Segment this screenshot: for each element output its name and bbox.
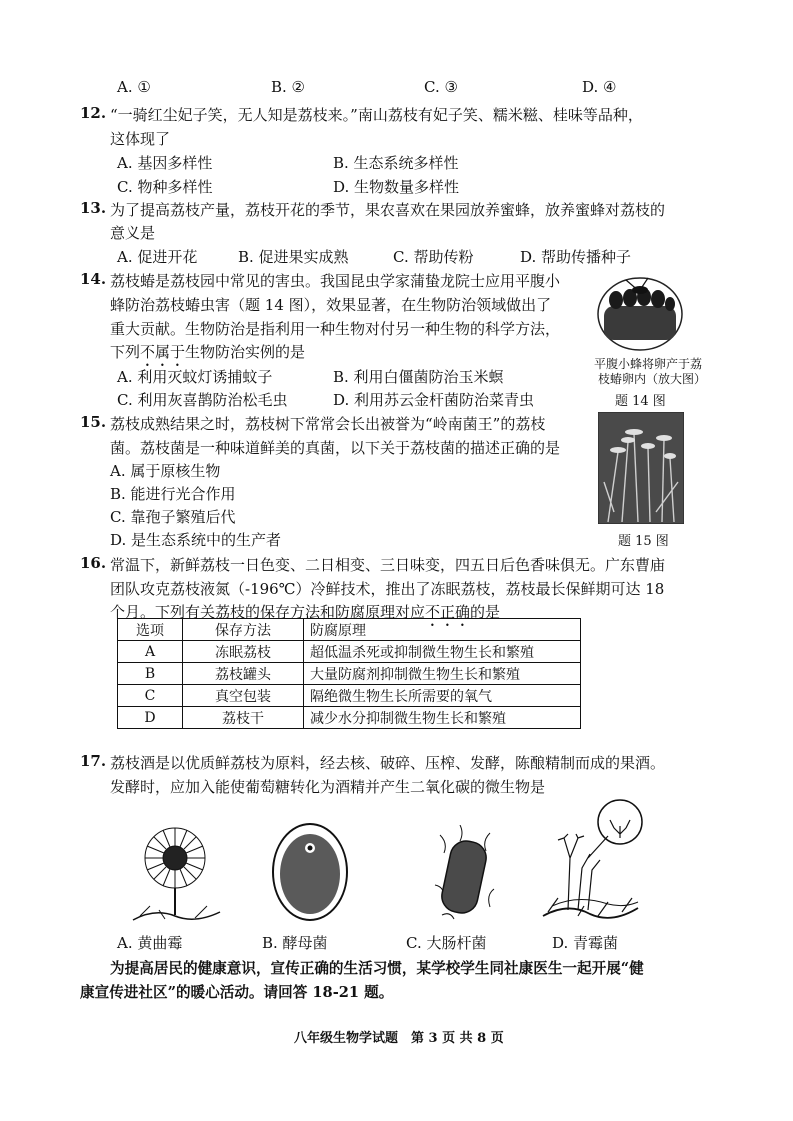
q16-preservation-table <box>117 618 581 729</box>
q15-option-c: C. 靠孢子繁殖后代 <box>110 508 236 526</box>
q15-figure-mushroom-photo <box>598 412 684 524</box>
q11-option-c: C. ③ <box>424 78 458 96</box>
q11-option-a: A. ① <box>117 78 151 96</box>
q17-stem-line2: 发酵时，应加入能使葡萄糖转化为酒精并产生二氧化碳的微生物是 <box>110 778 546 796</box>
e-coli-illustration <box>430 825 500 925</box>
table-cell-principle: 大量防腐剂抑制微生物生长和繁殖 <box>304 663 581 685</box>
q12-option-b: B. 生态系统多样性 <box>333 154 459 172</box>
q14-option-d: D. 利用苏云金杆菌防治菜青虫 <box>333 391 535 409</box>
table-cell-principle: 超低温杀死或抑制微生物生长和繁殖 <box>304 641 581 663</box>
table-cell-option: A <box>118 641 183 663</box>
q14-stem-line2: 蜂防治荔枝蝽虫害（题 14 图），效果显著，在生物防治领域做出了 <box>110 296 552 314</box>
q12-option-d: D. 生物数量多样性 <box>333 178 460 196</box>
q15-figure-label: 题 15 图 <box>618 534 669 549</box>
q13-option-c: C. 帮助传粉 <box>393 248 474 266</box>
q14-figure-label: 题 14 图 <box>615 394 666 409</box>
table-cell-method: 冻眠荔枝 <box>183 641 304 663</box>
table-header-method: 保存方法 <box>183 619 304 641</box>
q14-figure-caption-line1: 平腹小蜂将卵产于荔 <box>594 357 703 371</box>
table-cell-method: 真空包装 <box>183 685 304 707</box>
q13-option-d: D. 帮助传播种子 <box>520 248 632 266</box>
page-footer: 八年级生物学试题 第 3 页 共 8 页 <box>294 1031 504 1046</box>
table-cell-option: C <box>118 685 183 707</box>
q17-option-d: D. 青霉菌 <box>552 934 619 952</box>
penicillium-illustration <box>538 798 643 926</box>
intro-line1: 为提高居民的健康意识，宣传正确的生活习惯，某学校学生同社康医生一起开展“健 <box>110 960 644 977</box>
table-header-row <box>118 619 581 641</box>
q12-number: 12. <box>80 104 107 122</box>
q13-stem-line2: 意义是 <box>110 224 156 242</box>
q12-option-c: C. 物种多样性 <box>117 178 213 196</box>
table-cell-method: 荔枝干 <box>183 707 304 729</box>
yeast-cell-illustration <box>270 820 350 925</box>
q15-stem-line2: 菌。荔枝菌是一种味道鲜美的真菌，以下关于荔枝菌的描述正确的是 <box>110 439 561 457</box>
table-cell-principle: 隔绝微生物生长所需要的氧气 <box>304 685 581 707</box>
q15-number: 15. <box>80 413 107 431</box>
table-header-principle: 防腐原理 <box>304 619 581 641</box>
table-row <box>118 641 581 663</box>
q16-emphasis-incorrect: 不正确 <box>425 603 471 621</box>
q16-stem-line3-c: 的是 <box>470 603 501 621</box>
q14-stem-line4-a: 下列 <box>110 343 141 361</box>
q16-stem-line1: 常温下，新鲜荔枝一日色变、二日相变、三日味变，四五日后色香味俱无。广东曹庙 <box>110 556 666 574</box>
q12-stem-line1: “一骑红尘妃子笑，无人知是荔枝来。”南山荔枝有妃子笑、糯米糍、桂味等品种， <box>110 106 643 124</box>
q11-option-d: D. ④ <box>582 78 617 96</box>
q14-option-c: C. 利用灰喜鹊防治松毛虫 <box>117 391 288 409</box>
table-cell-method: 荔枝罐头 <box>183 663 304 685</box>
q17-number: 17. <box>80 752 107 770</box>
q14-emphasis-not: 不属于 <box>140 343 186 361</box>
q13-option-a: A. 促进开花 <box>117 248 198 266</box>
q16-stem-line2: 团队攻克荔枝液氮（-196℃）冷鲜技术，推出了冻眠荔枝，荔枝最长保鲜期可达 18 <box>110 580 665 598</box>
q12-stem-line2: 这体现了 <box>110 130 171 148</box>
table-row <box>118 707 581 729</box>
table-row <box>118 663 581 685</box>
q17-option-b: B. 酵母菌 <box>262 934 328 952</box>
q15-option-d: D. 是生态系统中的生产者 <box>110 531 282 549</box>
q14-stem-line4-c: 生物防治实例的是 <box>185 343 306 361</box>
table-cell-principle: 减少水分抑制微生物生长和繁殖 <box>304 707 581 729</box>
aspergillus-flavus-illustration <box>125 820 225 925</box>
q11-option-b: B. ② <box>271 78 306 96</box>
q12-option-a: A. 基因多样性 <box>117 154 213 172</box>
q13-number: 13. <box>80 199 107 217</box>
q14-figure-wasp-on-eggs <box>596 272 684 352</box>
table-row <box>118 685 581 707</box>
q13-option-b: B. 促进果实成熟 <box>238 248 349 266</box>
q14-stem-line3: 重大贡献。生物防治是指利用一种生物对付另一种生物的科学方法， <box>110 320 561 338</box>
q14-number: 14. <box>80 270 107 288</box>
q14-stem-line1: 荔枝蝽是荔枝园中常见的害虫。我国昆虫学家蒲蛰龙院士应用平腹小 <box>110 272 561 290</box>
q15-stem-line1: 荔枝成熟结果之时，荔枝树下常常会长出被誉为“岭南菌王”的荔枝 <box>110 415 546 433</box>
q17-stem-line1: 荔枝酒是以优质鲜荔枝为原料，经去核、破碎、压榨、发酵，陈酿精制而成的果酒。 <box>110 754 666 772</box>
q15-option-a: A. 属于原核生物 <box>110 462 221 480</box>
intro-line2: 康宣传进社区”的暖心活动。请回答 18-21 题。 <box>80 984 394 1001</box>
q13-stem-line1: 为了提高荔枝产量，荔枝开花的季节，果农喜欢在果园放养蜜蜂，放养蜜蜂对荔枝的 <box>110 201 666 219</box>
table-header-option: 选项 <box>118 619 183 641</box>
table-cell-option: D <box>118 707 183 729</box>
q14-option-a: A. 利用灭蚊灯诱捕蚊子 <box>117 368 273 386</box>
q16-stem-line3-a: 个月。下列有关荔枝的保存方法和防腐原理对应 <box>110 603 426 621</box>
q14-option-b: B. 利用白僵菌防治玉米螟 <box>333 368 504 386</box>
q17-option-c: C. 大肠杆菌 <box>406 934 487 952</box>
q17-option-a: A. 黄曲霉 <box>117 934 183 952</box>
q15-option-b: B. 能进行光合作用 <box>110 485 236 503</box>
q14-figure-caption-line2: 枝蝽卵内（放大图） <box>598 372 707 386</box>
q16-number: 16. <box>80 554 107 572</box>
table-cell-option: B <box>118 663 183 685</box>
